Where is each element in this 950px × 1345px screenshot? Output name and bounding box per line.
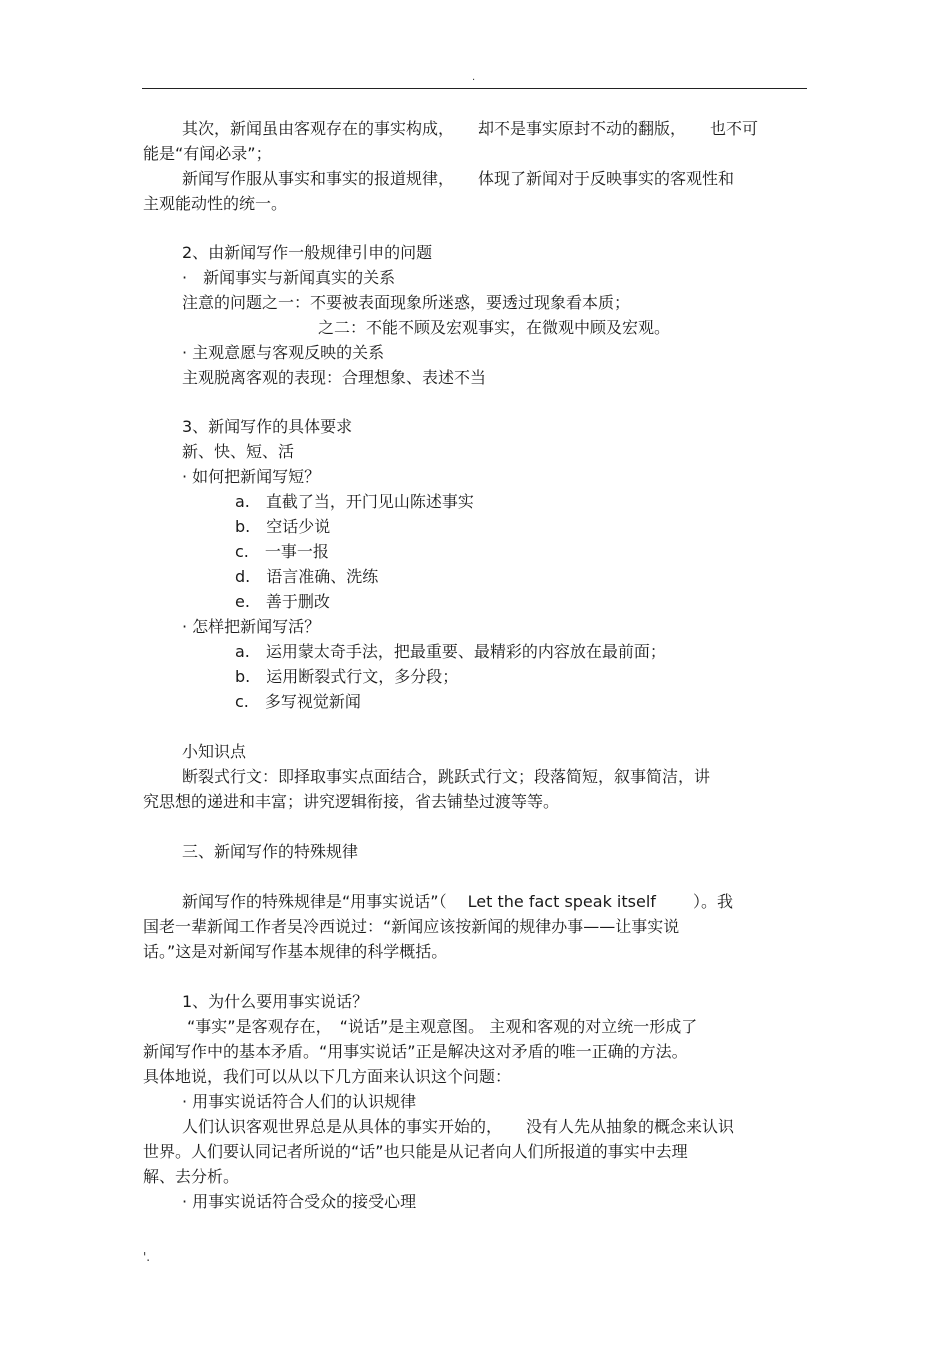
bullet-item: · 新闻事实与新闻真实的关系 bbox=[182, 268, 396, 287]
text-line: 新闻写作中的基本矛盾。“用事实说话”正是解决这对矛盾的唯一正确的方法。 bbox=[143, 1042, 688, 1061]
list-item: b. 运用断裂式行文，多分段； bbox=[235, 667, 459, 686]
text-line: “事实”是客观存在， “说话”是主观意图。 主观和客观的对立统一形成了 bbox=[187, 1017, 698, 1036]
text-line: 断裂式行文：即择取事实点面结合，跳跃式行文；段落简短，叙事简洁，讲 bbox=[182, 767, 711, 786]
section-heading: 小知识点 bbox=[182, 742, 247, 761]
section-heading: 3、新闻写作的具体要求 bbox=[182, 417, 353, 436]
text-line: 究思想的递进和丰富；讲究逻辑衔接，省去铺垫过渡等等。 bbox=[143, 792, 560, 811]
text-line: 主观脱离客观的表现：合理想象、表述不当 bbox=[182, 368, 487, 387]
list-item: c. 多写视觉新闻 bbox=[235, 692, 361, 711]
bullet-item: · 用事实说话符合受众的接受心理 bbox=[182, 1192, 417, 1211]
list-item: d. 语言准确、洗练 bbox=[235, 567, 379, 586]
text-line: 世界。人们要认同记者所说的“话”也只能是从记者向人们所报道的事实中去理 bbox=[143, 1142, 688, 1161]
header-mark: . bbox=[472, 72, 476, 83]
bullet-item: · 如何把新闻写短？ bbox=[182, 467, 321, 486]
text-line: 注意的问题之一：不要被表面现象所迷惑，要透过现象看本质； bbox=[182, 293, 631, 312]
section-heading: 三、新闻写作的特殊规律 bbox=[182, 842, 359, 861]
list-item: c. 一事一报 bbox=[235, 542, 329, 561]
text-line: 其次，新闻虽由客观存在的事实构成， 却不是事实原封不动的翻版， 也不可 bbox=[182, 119, 759, 138]
text-line: 能是“有闻必录”； bbox=[143, 144, 272, 163]
text-line: 新闻写作的特殊规律是“用事实说话”（ Let the fact speak itself ）。我 bbox=[182, 892, 733, 911]
list-item: a. 运用蒙太奇手法，把最重要、最精彩的内容放在最前面； bbox=[235, 642, 666, 661]
text-line: 新闻写作服从事实和事实的报道规律， 体现了新闻对于反映事实的客观性和 bbox=[182, 169, 735, 188]
list-item: b. 空话少说 bbox=[235, 517, 331, 536]
section-heading: 1、为什么要用事实说话？ bbox=[182, 992, 369, 1011]
bullet-item: · 怎样把新闻写活？ bbox=[182, 617, 321, 636]
text-line: 国老一辈新闻工作者吴冷西说过：“新闻应该按新闻的规律办事——让事实说 bbox=[143, 917, 680, 936]
text-line: 之二：不能不顾及宏观事实，在微观中顾及宏观。 bbox=[318, 318, 671, 337]
text-line: 主观能动性的统一。 bbox=[143, 194, 288, 213]
section-heading: 2、由新闻写作一般规律引申的问题 bbox=[182, 243, 433, 262]
text-line: 新、快、短、活 bbox=[182, 442, 295, 461]
list-item: a. 直截了当，开门见山陈述事实 bbox=[235, 492, 474, 511]
text-line: 话。”这是对新闻写作基本规律的科学概括。 bbox=[143, 942, 448, 961]
text-line: 人们认识客观世界总是从具体的事实开始的， 没有人先从抽象的概念来认识 bbox=[182, 1117, 735, 1136]
text-line: 解、去分析。 bbox=[143, 1167, 240, 1186]
header-rule bbox=[142, 88, 807, 89]
text-line: 具体地说，我们可以从以下几方面来认识这个问题： bbox=[143, 1067, 512, 1086]
list-item: e. 善于删改 bbox=[235, 592, 330, 611]
bullet-item: · 主观意愿与客观反映的关系 bbox=[182, 343, 385, 362]
footer-mark: '. bbox=[143, 1250, 151, 1264]
bullet-item: · 用事实说话符合人们的认识规律 bbox=[182, 1092, 417, 1111]
